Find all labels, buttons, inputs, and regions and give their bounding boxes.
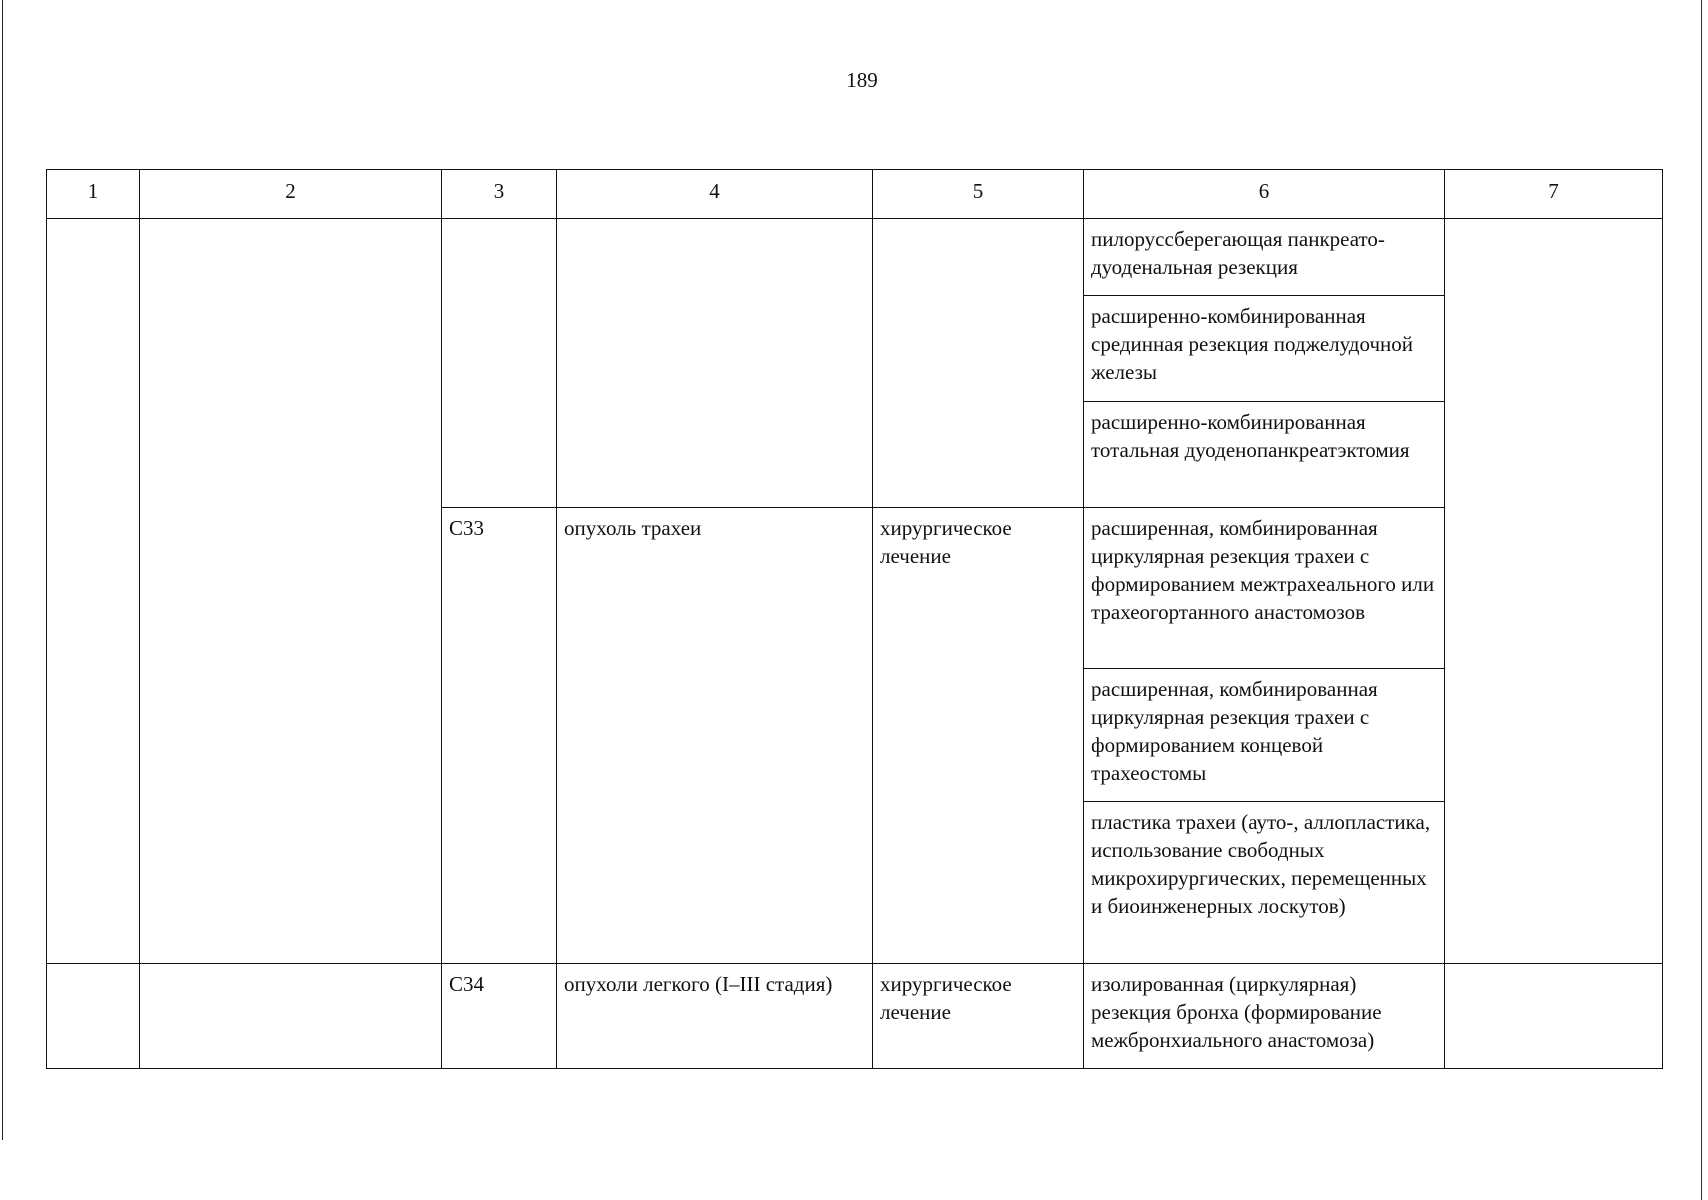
header-col-4: 4 [557,170,873,219]
cell-col2-c [140,964,442,1069]
method-cell: пластика трахеи (ауто-, аллопластика, использование свободных микрохирургических, перемещенных и биоинженерных лоскутов) [1084,802,1445,964]
cell-code-a [442,219,557,508]
scan-edge-left [2,0,3,1140]
header-col-2: 2 [140,170,442,219]
table-row [47,964,1663,1069]
method-cell: расширенно-комбинированная срединная резекция поджелудочной железы [1084,296,1445,402]
page-number: 189 [846,68,878,92]
header-col-6: 6 [1084,170,1445,219]
procedures-table [46,169,1663,1069]
header-col-1: 1 [47,170,140,219]
table-header-row [47,170,1663,219]
method-cell: расширенная, комбинированная циркулярная резекция трахеи с формированием межтрахеального или трахеогортанного анастомозов [1084,508,1445,669]
method-cell: расширенно-комбинированная тотальная дуоденопанкреатэктомия [1084,402,1445,508]
header-col-3: 3 [442,170,557,219]
cell-diagnosis-a [557,219,873,508]
cell-treatment-b: хирургическое лечение [873,508,1084,964]
method-cell: пилоруссберегающая панкреато-дуоденальная резекция [1084,219,1445,296]
header-col-7: 7 [1445,170,1663,219]
scan-edge-right [1701,0,1702,1200]
cell-diagnosis-b: опухоль трахеи [557,508,873,964]
cell-col2-a [140,219,442,964]
cell-code-b: C33 [442,508,557,964]
cell-col7-c [1445,964,1663,1069]
method-cell: расширенная, комбинированная циркулярная резекция трахеи с формированием концевой трахеостомы [1084,669,1445,802]
method-cell: изолированная (циркулярная) резекция бронха (формирование межбронхиального анастомоза) [1084,964,1445,1069]
cell-code-c: C34 [442,964,557,1069]
header-col-5: 5 [873,170,1084,219]
cell-col1-a [47,219,140,964]
cell-diagnosis-c: опухоли легкого (I–III стадия) [557,964,873,1069]
cell-col7-a [1445,219,1663,964]
cell-col1-c [47,964,140,1069]
cell-treatment-a [873,219,1084,508]
cell-treatment-c: хирургическое лечение [873,964,1084,1069]
table-row [47,219,1663,296]
